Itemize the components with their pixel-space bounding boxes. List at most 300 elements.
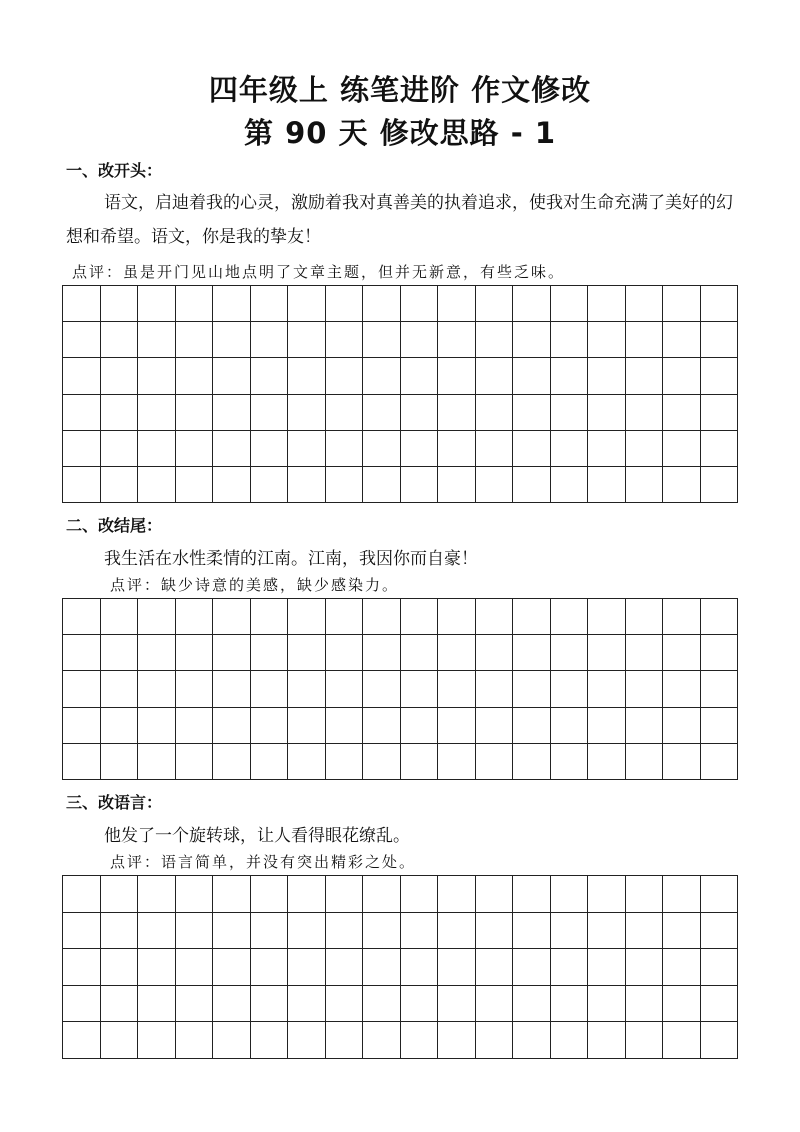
grid-cell[interactable] bbox=[513, 431, 551, 467]
grid-cell[interactable] bbox=[363, 876, 401, 913]
grid-cell[interactable] bbox=[513, 913, 551, 950]
grid-cell[interactable] bbox=[476, 876, 514, 913]
grid-cell[interactable] bbox=[438, 708, 476, 744]
grid-cell[interactable] bbox=[101, 431, 139, 467]
grid-cell[interactable] bbox=[326, 395, 364, 431]
grid-cell[interactable] bbox=[588, 358, 626, 394]
grid-cell[interactable] bbox=[251, 949, 289, 986]
grid-cell[interactable] bbox=[213, 1022, 251, 1059]
grid-cell[interactable] bbox=[138, 913, 176, 950]
grid-cell[interactable] bbox=[438, 949, 476, 986]
grid-cell[interactable] bbox=[176, 358, 214, 394]
grid-cell[interactable] bbox=[288, 949, 326, 986]
grid-cell[interactable] bbox=[476, 286, 514, 322]
grid-cell[interactable] bbox=[663, 708, 701, 744]
grid-cell[interactable] bbox=[326, 708, 364, 744]
grid-cell[interactable] bbox=[626, 949, 664, 986]
grid-cell[interactable] bbox=[363, 635, 401, 671]
grid-cell[interactable] bbox=[213, 949, 251, 986]
grid-cell[interactable] bbox=[438, 467, 476, 503]
grid-cell[interactable] bbox=[363, 671, 401, 707]
grid-cell[interactable] bbox=[401, 913, 439, 950]
grid-cell[interactable] bbox=[551, 599, 589, 635]
section-1-text-content: 语文，启迪着我的心灵，激励着我对真善美的执着追求，使我对生命充满了美好的幻想和希望。语文，你是我的挚友！ bbox=[66, 193, 733, 247]
grid-cell[interactable] bbox=[588, 876, 626, 913]
grid-cell[interactable] bbox=[401, 599, 439, 635]
grid-cell[interactable] bbox=[626, 1022, 664, 1059]
writing-grid-2[interactable] bbox=[62, 598, 738, 780]
grid-cell[interactable] bbox=[176, 286, 214, 322]
grid-cell[interactable] bbox=[251, 986, 289, 1023]
grid-cell[interactable] bbox=[513, 949, 551, 986]
grid-cell[interactable] bbox=[401, 744, 439, 780]
section-2-heading: 二、改结尾： bbox=[66, 516, 163, 535]
grid-cell[interactable] bbox=[476, 744, 514, 780]
grid-cell[interactable] bbox=[288, 986, 326, 1023]
grid-cell[interactable] bbox=[626, 431, 664, 467]
grid-cell[interactable] bbox=[326, 876, 364, 913]
grid-cell[interactable] bbox=[363, 322, 401, 358]
grid-cell[interactable] bbox=[588, 322, 626, 358]
grid-cell[interactable] bbox=[401, 431, 439, 467]
grid-cell[interactable] bbox=[63, 431, 101, 467]
grid-cell[interactable] bbox=[213, 322, 251, 358]
grid-cell[interactable] bbox=[101, 949, 139, 986]
grid-cell[interactable] bbox=[663, 949, 701, 986]
grid-cell[interactable] bbox=[701, 986, 739, 1023]
grid-cell[interactable] bbox=[663, 876, 701, 913]
grid-cell[interactable] bbox=[176, 395, 214, 431]
grid-cell[interactable] bbox=[476, 467, 514, 503]
grid-cell[interactable] bbox=[326, 286, 364, 322]
grid-cell[interactable] bbox=[213, 913, 251, 950]
grid-cell[interactable] bbox=[326, 949, 364, 986]
grid-cell[interactable] bbox=[251, 876, 289, 913]
grid-cell[interactable] bbox=[701, 467, 739, 503]
grid-cell[interactable] bbox=[101, 286, 139, 322]
grid-cell[interactable] bbox=[363, 358, 401, 394]
grid-cell[interactable] bbox=[138, 876, 176, 913]
grid-cell[interactable] bbox=[213, 744, 251, 780]
grid-cell[interactable] bbox=[663, 467, 701, 503]
grid-cell[interactable] bbox=[438, 635, 476, 671]
grid-cell[interactable] bbox=[288, 635, 326, 671]
grid-cell[interactable] bbox=[701, 913, 739, 950]
grid-cell[interactable] bbox=[438, 1022, 476, 1059]
grid-cell[interactable] bbox=[288, 671, 326, 707]
grid-cell[interactable] bbox=[438, 286, 476, 322]
grid-cell[interactable] bbox=[438, 599, 476, 635]
grid-cell[interactable] bbox=[63, 467, 101, 503]
grid-cell[interactable] bbox=[363, 1022, 401, 1059]
grid-cell[interactable] bbox=[701, 286, 739, 322]
grid-cell[interactable] bbox=[476, 708, 514, 744]
grid-cell[interactable] bbox=[401, 949, 439, 986]
grid-cell[interactable] bbox=[663, 322, 701, 358]
grid-cell[interactable] bbox=[138, 322, 176, 358]
grid-cell[interactable] bbox=[176, 322, 214, 358]
section-2-text: 我生活在水性柔情的江南。江南，我因你而自豪！ bbox=[104, 549, 478, 569]
grid-cell[interactable] bbox=[288, 286, 326, 322]
grid-cell[interactable] bbox=[663, 358, 701, 394]
grid-cell[interactable] bbox=[101, 635, 139, 671]
grid-cell[interactable] bbox=[288, 395, 326, 431]
grid-cell[interactable] bbox=[101, 599, 139, 635]
grid-cell[interactable] bbox=[251, 671, 289, 707]
grid-cell[interactable] bbox=[251, 599, 289, 635]
grid-cell[interactable] bbox=[513, 986, 551, 1023]
grid-cell[interactable] bbox=[401, 876, 439, 913]
grid-cell[interactable] bbox=[138, 395, 176, 431]
grid-cell[interactable] bbox=[401, 708, 439, 744]
section-3-heading: 三、改语言： bbox=[66, 793, 163, 812]
grid-cell[interactable] bbox=[251, 467, 289, 503]
grid-cell[interactable] bbox=[701, 671, 739, 707]
grid-cell[interactable] bbox=[513, 635, 551, 671]
grid-cell[interactable] bbox=[288, 599, 326, 635]
writing-grid-1[interactable] bbox=[62, 285, 738, 503]
grid-cell[interactable] bbox=[251, 635, 289, 671]
grid-cell[interactable] bbox=[476, 986, 514, 1023]
grid-cell[interactable] bbox=[663, 744, 701, 780]
grid-cell[interactable] bbox=[63, 671, 101, 707]
grid-cell[interactable] bbox=[63, 599, 101, 635]
grid-cell[interactable] bbox=[251, 395, 289, 431]
grid-cell[interactable] bbox=[701, 358, 739, 394]
grid-cell[interactable] bbox=[551, 671, 589, 707]
grid-cell[interactable] bbox=[63, 949, 101, 986]
grid-cell[interactable] bbox=[626, 986, 664, 1023]
grid-cell[interactable] bbox=[288, 322, 326, 358]
grid-cell[interactable] bbox=[63, 744, 101, 780]
grid-cell[interactable] bbox=[176, 913, 214, 950]
grid-cell[interactable] bbox=[588, 635, 626, 671]
grid-cell[interactable] bbox=[476, 358, 514, 394]
grid-cell[interactable] bbox=[551, 431, 589, 467]
grid-cell[interactable] bbox=[288, 913, 326, 950]
grid-cell[interactable] bbox=[476, 599, 514, 635]
grid-cell[interactable] bbox=[588, 986, 626, 1023]
grid-cell[interactable] bbox=[551, 986, 589, 1023]
grid-cell[interactable] bbox=[63, 986, 101, 1023]
grid-cell[interactable] bbox=[288, 358, 326, 394]
grid-cell[interactable] bbox=[588, 395, 626, 431]
grid-cell[interactable] bbox=[626, 395, 664, 431]
grid-cell[interactable] bbox=[251, 708, 289, 744]
grid-cell[interactable] bbox=[401, 358, 439, 394]
grid-cell[interactable] bbox=[138, 635, 176, 671]
grid-cell[interactable] bbox=[213, 431, 251, 467]
grid-cell[interactable] bbox=[63, 1022, 101, 1059]
grid-cell[interactable] bbox=[663, 431, 701, 467]
grid-cell[interactable] bbox=[138, 599, 176, 635]
grid-cell[interactable] bbox=[626, 913, 664, 950]
grid-cell[interactable] bbox=[363, 913, 401, 950]
grid-cell[interactable] bbox=[663, 913, 701, 950]
grid-cell[interactable] bbox=[513, 1022, 551, 1059]
grid-cell[interactable] bbox=[663, 599, 701, 635]
grid-cell[interactable] bbox=[213, 286, 251, 322]
grid-cell[interactable] bbox=[101, 395, 139, 431]
grid-cell[interactable] bbox=[626, 671, 664, 707]
grid-cell[interactable] bbox=[213, 358, 251, 394]
grid-cell[interactable] bbox=[176, 949, 214, 986]
grid-cell[interactable] bbox=[101, 744, 139, 780]
grid-cell[interactable] bbox=[363, 467, 401, 503]
grid-cell[interactable] bbox=[176, 876, 214, 913]
grid-cell[interactable] bbox=[288, 467, 326, 503]
grid-cell[interactable] bbox=[363, 395, 401, 431]
grid-cell[interactable] bbox=[513, 286, 551, 322]
grid-cell[interactable] bbox=[213, 395, 251, 431]
grid-cell[interactable] bbox=[138, 358, 176, 394]
grid-cell[interactable] bbox=[251, 913, 289, 950]
writing-grid-3[interactable] bbox=[62, 875, 738, 1059]
grid-cell[interactable] bbox=[438, 986, 476, 1023]
grid-cell[interactable] bbox=[401, 635, 439, 671]
grid-cell[interactable] bbox=[213, 986, 251, 1023]
grid-cell[interactable] bbox=[176, 467, 214, 503]
grid-cell[interactable] bbox=[251, 431, 289, 467]
grid-cell[interactable] bbox=[63, 358, 101, 394]
grid-cell[interactable] bbox=[438, 876, 476, 913]
grid-cell[interactable] bbox=[363, 986, 401, 1023]
grid-cell[interactable] bbox=[551, 635, 589, 671]
grid-cell[interactable] bbox=[663, 1022, 701, 1059]
grid-cell[interactable] bbox=[138, 744, 176, 780]
grid-cell[interactable] bbox=[588, 467, 626, 503]
grid-cell[interactable] bbox=[63, 395, 101, 431]
grid-cell[interactable] bbox=[626, 286, 664, 322]
grid-cell[interactable] bbox=[551, 913, 589, 950]
grid-cell[interactable] bbox=[213, 599, 251, 635]
grid-cell[interactable] bbox=[288, 431, 326, 467]
grid-cell[interactable] bbox=[363, 708, 401, 744]
grid-cell[interactable] bbox=[476, 671, 514, 707]
grid-cell[interactable] bbox=[326, 986, 364, 1023]
grid-cell[interactable] bbox=[138, 949, 176, 986]
grid-cell[interactable] bbox=[551, 949, 589, 986]
grid-cell[interactable] bbox=[513, 395, 551, 431]
section-2-comment: 点评：缺少诗意的美感，缺少感染力。 bbox=[110, 576, 400, 594]
grid-cell[interactable] bbox=[626, 358, 664, 394]
grid-cell[interactable] bbox=[213, 467, 251, 503]
grid-cell[interactable] bbox=[701, 708, 739, 744]
grid-cell[interactable] bbox=[513, 876, 551, 913]
grid-cell[interactable] bbox=[363, 949, 401, 986]
grid-cell[interactable] bbox=[626, 635, 664, 671]
grid-cell[interactable] bbox=[626, 322, 664, 358]
grid-cell[interactable] bbox=[551, 708, 589, 744]
section-3-text: 他发了一个旋转球，让人看得眼花缭乱。 bbox=[104, 826, 410, 846]
grid-cell[interactable] bbox=[513, 599, 551, 635]
grid-cell[interactable] bbox=[551, 286, 589, 322]
grid-cell[interactable] bbox=[551, 322, 589, 358]
grid-cell[interactable] bbox=[513, 708, 551, 744]
grid-cell[interactable] bbox=[588, 744, 626, 780]
grid-cell[interactable] bbox=[438, 913, 476, 950]
grid-cell[interactable] bbox=[326, 599, 364, 635]
grid-cell[interactable] bbox=[288, 876, 326, 913]
grid-cell[interactable] bbox=[513, 358, 551, 394]
grid-cell[interactable] bbox=[251, 322, 289, 358]
grid-cell[interactable] bbox=[363, 744, 401, 780]
grid-cell[interactable] bbox=[176, 744, 214, 780]
grid-cell[interactable] bbox=[401, 1022, 439, 1059]
section-1-text bbox=[66, 186, 746, 254]
grid-cell[interactable] bbox=[438, 322, 476, 358]
grid-cell[interactable] bbox=[251, 286, 289, 322]
grid-cell[interactable] bbox=[101, 708, 139, 744]
grid-cell[interactable] bbox=[476, 395, 514, 431]
grid-cell[interactable] bbox=[138, 708, 176, 744]
grid-cell[interactable] bbox=[588, 1022, 626, 1059]
grid-cell[interactable] bbox=[588, 431, 626, 467]
grid-cell[interactable] bbox=[63, 708, 101, 744]
grid-cell[interactable] bbox=[551, 395, 589, 431]
grid-cell[interactable] bbox=[138, 986, 176, 1023]
grid-cell[interactable] bbox=[138, 467, 176, 503]
grid-cell[interactable] bbox=[588, 708, 626, 744]
grid-cell[interactable] bbox=[701, 395, 739, 431]
grid-cell[interactable] bbox=[326, 744, 364, 780]
grid-cell[interactable] bbox=[401, 322, 439, 358]
grid-cell[interactable] bbox=[438, 431, 476, 467]
grid-cell[interactable] bbox=[701, 876, 739, 913]
grid-cell[interactable] bbox=[513, 467, 551, 503]
grid-cell[interactable] bbox=[701, 599, 739, 635]
grid-cell[interactable] bbox=[101, 913, 139, 950]
section-1-heading: 一、改开头： bbox=[66, 161, 163, 180]
grid-cell[interactable] bbox=[513, 671, 551, 707]
grid-cell[interactable] bbox=[326, 913, 364, 950]
grid-cell[interactable] bbox=[363, 599, 401, 635]
grid-cell[interactable] bbox=[101, 358, 139, 394]
grid-cell[interactable] bbox=[701, 949, 739, 986]
grid-cell[interactable] bbox=[176, 671, 214, 707]
grid-cell[interactable] bbox=[513, 322, 551, 358]
grid-cell[interactable] bbox=[551, 744, 589, 780]
grid-cell[interactable] bbox=[326, 671, 364, 707]
grid-cell[interactable] bbox=[176, 986, 214, 1023]
grid-cell[interactable] bbox=[326, 431, 364, 467]
grid-cell[interactable] bbox=[401, 671, 439, 707]
grid-cell[interactable] bbox=[326, 322, 364, 358]
grid-cell[interactable] bbox=[476, 322, 514, 358]
grid-cell[interactable] bbox=[288, 708, 326, 744]
grid-cell[interactable] bbox=[363, 431, 401, 467]
grid-cell[interactable] bbox=[626, 744, 664, 780]
grid-cell[interactable] bbox=[63, 913, 101, 950]
grid-cell[interactable] bbox=[63, 322, 101, 358]
grid-cell[interactable] bbox=[476, 913, 514, 950]
grid-cell[interactable] bbox=[288, 744, 326, 780]
grid-cell[interactable] bbox=[251, 744, 289, 780]
grid-cell[interactable] bbox=[63, 876, 101, 913]
grid-cell[interactable] bbox=[513, 744, 551, 780]
grid-cell[interactable] bbox=[213, 708, 251, 744]
grid-cell[interactable] bbox=[138, 1022, 176, 1059]
grid-cell[interactable] bbox=[476, 635, 514, 671]
grid-cell[interactable] bbox=[588, 286, 626, 322]
grid-cell[interactable] bbox=[626, 599, 664, 635]
grid-cell[interactable] bbox=[588, 671, 626, 707]
grid-cell[interactable] bbox=[476, 949, 514, 986]
grid-cell[interactable] bbox=[438, 744, 476, 780]
grid-cell[interactable] bbox=[401, 395, 439, 431]
grid-cell[interactable] bbox=[551, 876, 589, 913]
grid-cell[interactable] bbox=[288, 1022, 326, 1059]
grid-cell[interactable] bbox=[63, 286, 101, 322]
grid-cell[interactable] bbox=[326, 467, 364, 503]
grid-cell[interactable] bbox=[401, 467, 439, 503]
grid-cell[interactable] bbox=[701, 744, 739, 780]
grid-cell[interactable] bbox=[551, 358, 589, 394]
grid-cell[interactable] bbox=[663, 395, 701, 431]
grid-cell[interactable] bbox=[401, 286, 439, 322]
grid-cell[interactable] bbox=[101, 467, 139, 503]
grid-cell[interactable] bbox=[626, 708, 664, 744]
grid-cell[interactable] bbox=[138, 431, 176, 467]
grid-cell[interactable] bbox=[663, 671, 701, 707]
grid-cell[interactable] bbox=[176, 431, 214, 467]
page-subtitle: 第 90 天 修改思路 - 1 bbox=[243, 116, 557, 150]
grid-cell[interactable] bbox=[176, 708, 214, 744]
grid-cell[interactable] bbox=[663, 986, 701, 1023]
grid-cell[interactable] bbox=[176, 599, 214, 635]
grid-cell[interactable] bbox=[626, 467, 664, 503]
grid-cell[interactable] bbox=[326, 1022, 364, 1059]
grid-cell[interactable] bbox=[663, 635, 701, 671]
grid-cell[interactable] bbox=[213, 635, 251, 671]
grid-cell[interactable] bbox=[251, 358, 289, 394]
grid-cell[interactable] bbox=[701, 1022, 739, 1059]
grid-cell[interactable] bbox=[63, 635, 101, 671]
grid-cell[interactable] bbox=[101, 876, 139, 913]
grid-cell[interactable] bbox=[438, 358, 476, 394]
grid-cell[interactable] bbox=[476, 1022, 514, 1059]
grid-cell[interactable] bbox=[101, 671, 139, 707]
grid-cell[interactable] bbox=[588, 599, 626, 635]
grid-cell[interactable] bbox=[101, 322, 139, 358]
grid-cell[interactable] bbox=[101, 1022, 139, 1059]
grid-cell[interactable] bbox=[138, 286, 176, 322]
grid-cell[interactable] bbox=[701, 431, 739, 467]
grid-cell[interactable] bbox=[663, 286, 701, 322]
grid-cell[interactable] bbox=[438, 395, 476, 431]
grid-cell[interactable] bbox=[326, 635, 364, 671]
grid-cell[interactable] bbox=[251, 1022, 289, 1059]
grid-cell[interactable] bbox=[588, 913, 626, 950]
grid-cell[interactable] bbox=[363, 286, 401, 322]
grid-cell[interactable] bbox=[701, 322, 739, 358]
grid-cell[interactable] bbox=[626, 876, 664, 913]
grid-cell[interactable] bbox=[176, 1022, 214, 1059]
grid-cell[interactable] bbox=[213, 671, 251, 707]
grid-cell[interactable] bbox=[138, 671, 176, 707]
grid-cell[interactable] bbox=[438, 671, 476, 707]
grid-cell[interactable] bbox=[401, 986, 439, 1023]
grid-cell[interactable] bbox=[551, 1022, 589, 1059]
grid-cell[interactable] bbox=[101, 986, 139, 1023]
grid-cell[interactable] bbox=[176, 635, 214, 671]
grid-cell[interactable] bbox=[326, 358, 364, 394]
grid-cell[interactable] bbox=[701, 635, 739, 671]
grid-cell[interactable] bbox=[588, 949, 626, 986]
grid-cell[interactable] bbox=[213, 876, 251, 913]
grid-cell[interactable] bbox=[476, 431, 514, 467]
grid-cell[interactable] bbox=[551, 467, 589, 503]
